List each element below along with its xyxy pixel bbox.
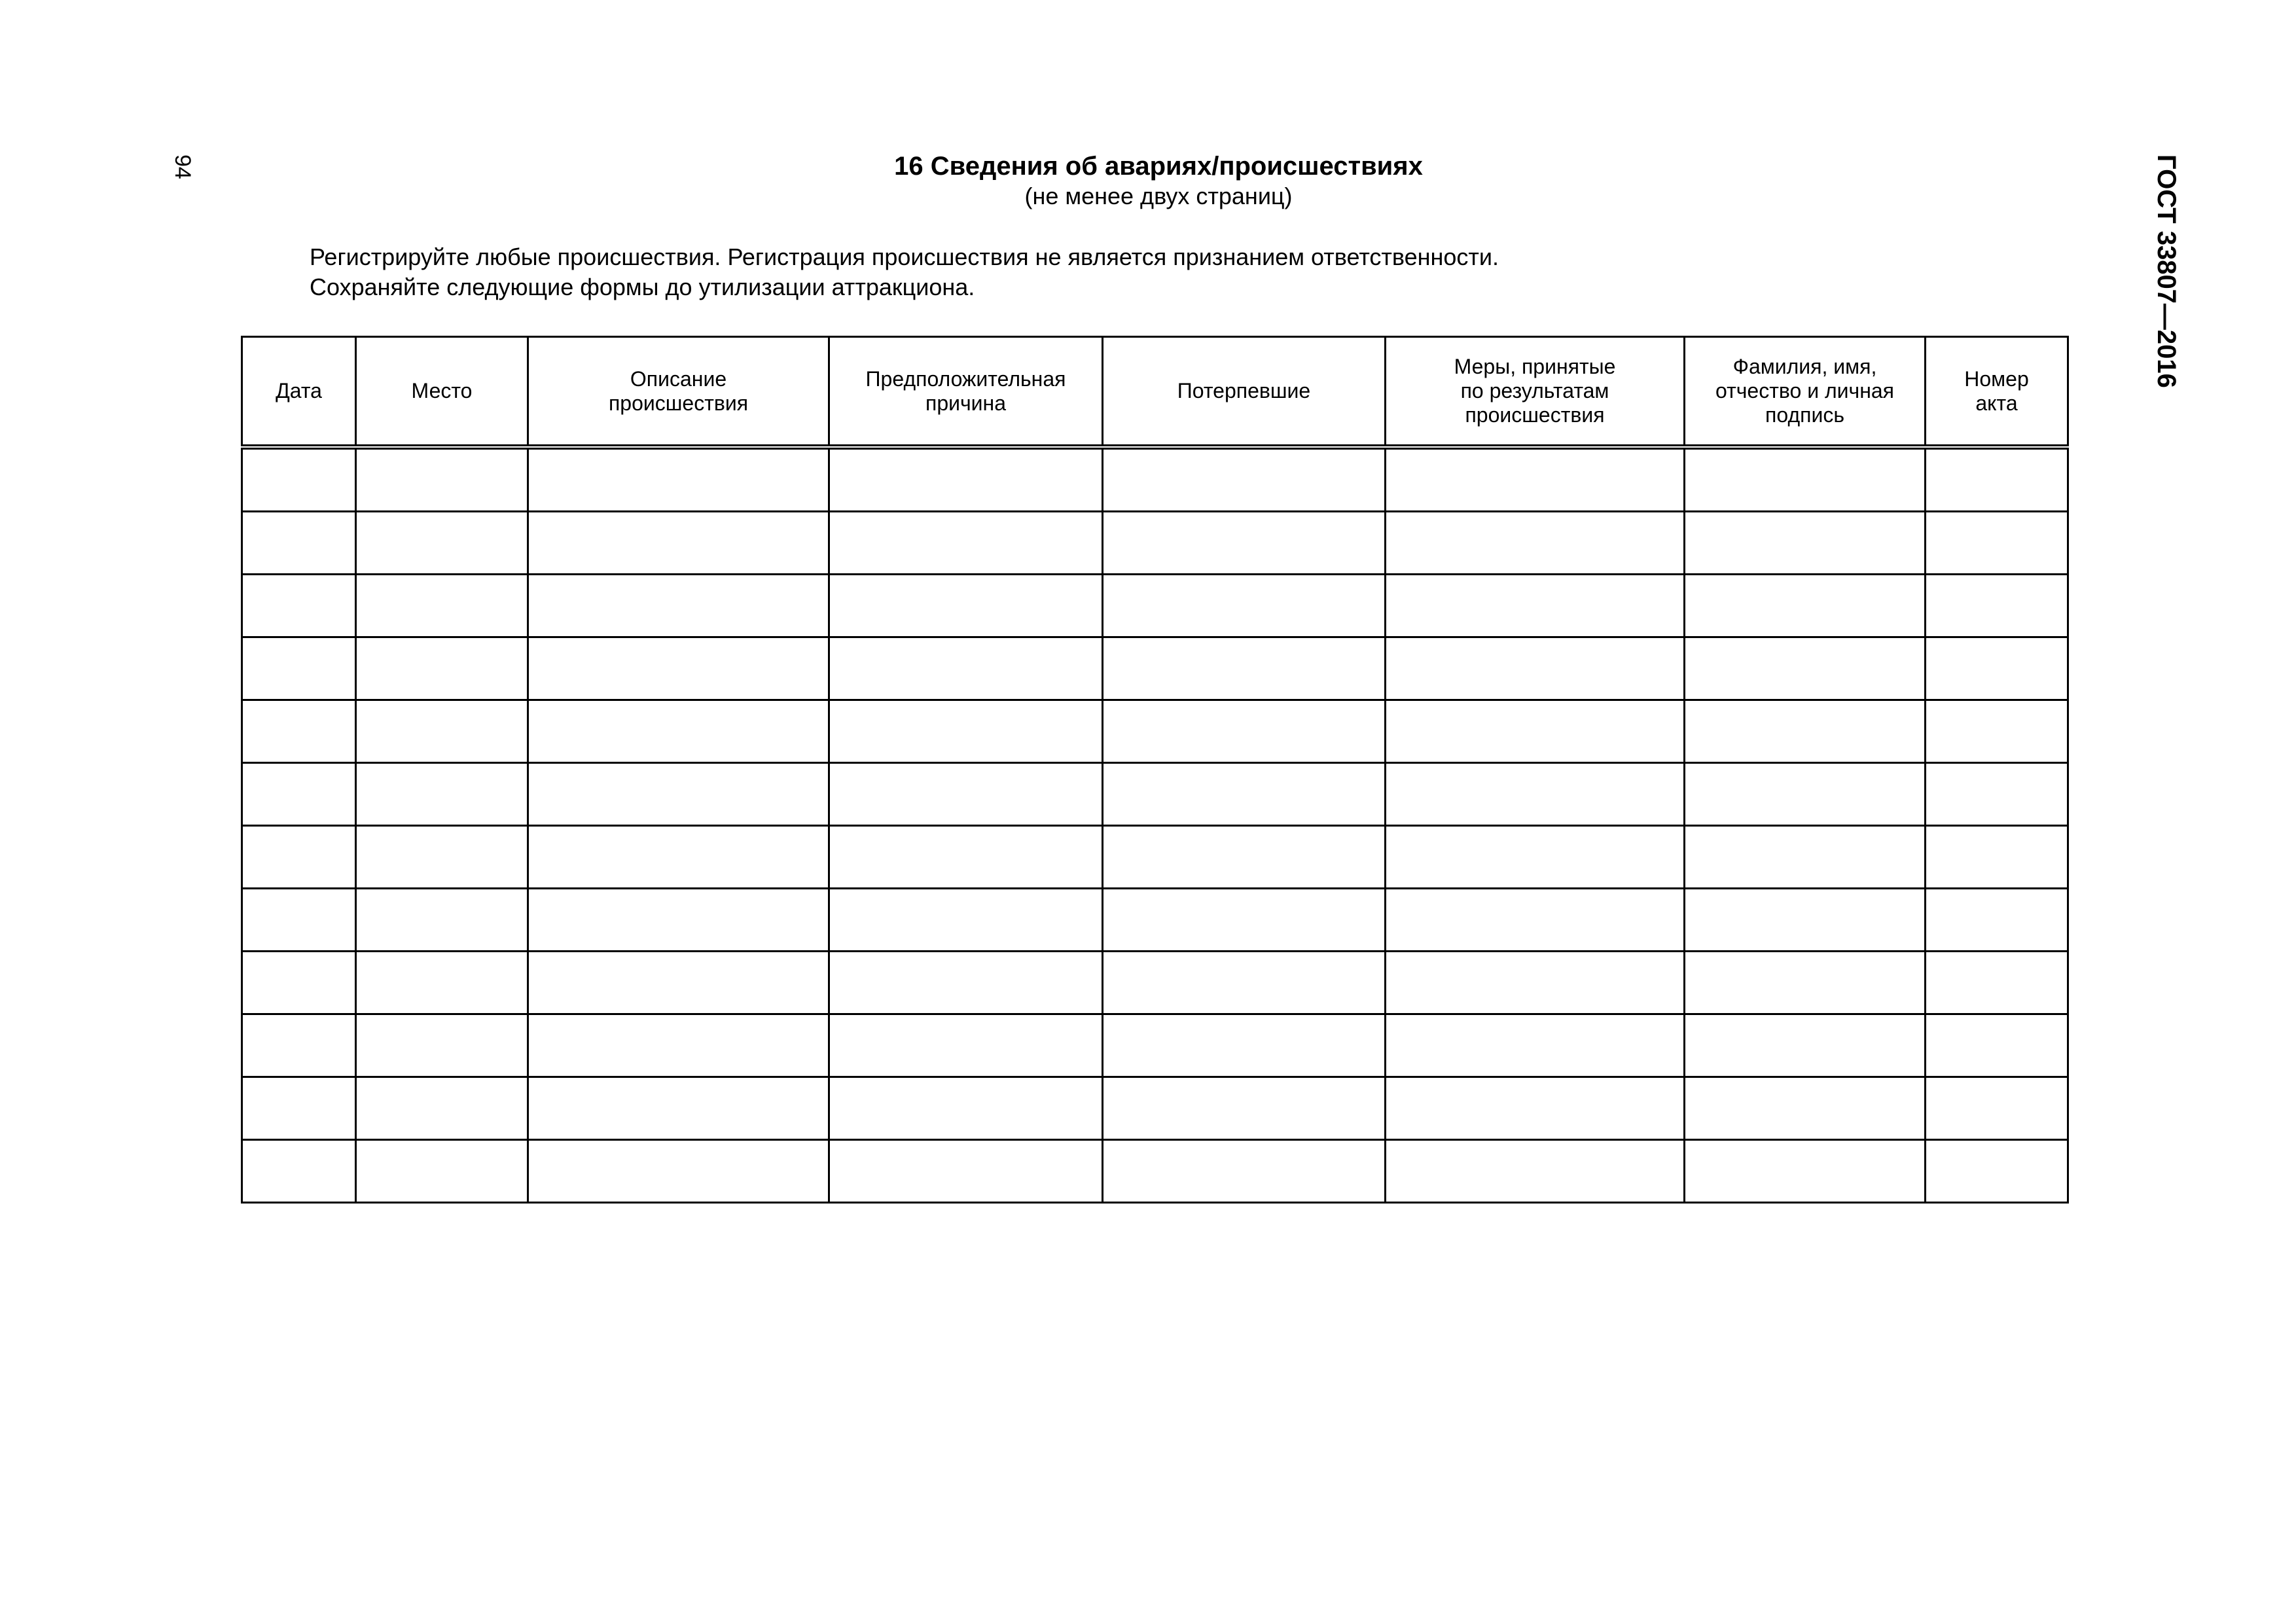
table-cell[interactable] [242, 889, 356, 952]
table-cell[interactable] [528, 637, 829, 700]
table-cell[interactable] [1103, 763, 1386, 826]
table-cell[interactable] [1103, 447, 1386, 512]
table-cell[interactable] [356, 952, 528, 1014]
table-row [242, 700, 2068, 763]
table-cell[interactable] [356, 700, 528, 763]
column-header-signature: Фамилия, имя, отчество и личная подпись [1685, 337, 1926, 448]
table-cell[interactable] [1685, 889, 1926, 952]
table-cell[interactable] [1926, 512, 2068, 575]
page-number: 94 [170, 154, 195, 179]
table-cell[interactable] [829, 763, 1103, 826]
table-cell[interactable] [1103, 1077, 1386, 1140]
table-cell[interactable] [1103, 637, 1386, 700]
table-cell[interactable] [1386, 952, 1685, 1014]
table-cell[interactable] [1103, 952, 1386, 1014]
table-cell[interactable] [356, 1014, 528, 1077]
table-row [242, 952, 2068, 1014]
table-cell[interactable] [1386, 826, 1685, 889]
table-cell[interactable] [528, 575, 829, 637]
table-cell[interactable] [829, 826, 1103, 889]
table-cell[interactable] [829, 637, 1103, 700]
table-row [242, 1014, 2068, 1077]
table-cell[interactable] [356, 763, 528, 826]
table-cell[interactable] [1685, 637, 1926, 700]
table-cell[interactable] [829, 1077, 1103, 1140]
table-cell[interactable] [356, 447, 528, 512]
table-cell[interactable] [1685, 826, 1926, 889]
table-cell[interactable] [1926, 447, 2068, 512]
table-cell[interactable] [242, 952, 356, 1014]
table-cell[interactable] [528, 1014, 829, 1077]
table-cell[interactable] [829, 575, 1103, 637]
table-cell[interactable] [1685, 447, 1926, 512]
table-cell[interactable] [242, 1014, 356, 1077]
table-cell[interactable] [356, 889, 528, 952]
table-row [242, 447, 2068, 512]
table-cell[interactable] [1386, 763, 1685, 826]
table-cell[interactable] [1103, 1014, 1386, 1077]
table-cell[interactable] [242, 447, 356, 512]
table-cell[interactable] [1926, 1014, 2068, 1077]
table-row [242, 1077, 2068, 1140]
table-cell[interactable] [1926, 952, 2068, 1014]
table-cell[interactable] [1386, 1014, 1685, 1077]
notice-line-2: Сохраняйте следующие формы до утилизации аттракциона. [310, 274, 975, 300]
section-subtitle: (не менее двух страниц) [1024, 183, 1293, 209]
table-cell[interactable] [1685, 575, 1926, 637]
table-cell[interactable] [829, 700, 1103, 763]
table-cell[interactable] [1926, 637, 2068, 700]
table-cell[interactable] [528, 1140, 829, 1203]
table-cell[interactable] [242, 1140, 356, 1203]
table-cell[interactable] [528, 700, 829, 763]
table-cell[interactable] [242, 1077, 356, 1140]
table-row [242, 763, 2068, 826]
table-header-row [242, 337, 2068, 448]
table-cell[interactable] [242, 700, 356, 763]
table-cell[interactable] [242, 512, 356, 575]
table-cell[interactable] [356, 512, 528, 575]
table-cell[interactable] [1386, 700, 1685, 763]
table-cell[interactable] [356, 826, 528, 889]
table-cell[interactable] [528, 763, 829, 826]
table-cell[interactable] [356, 637, 528, 700]
table-cell[interactable] [829, 1014, 1103, 1077]
table-cell[interactable] [1103, 889, 1386, 952]
table-cell[interactable] [1926, 700, 2068, 763]
table-cell[interactable] [1386, 1140, 1685, 1203]
column-header-victims: Потерпевшие [1103, 337, 1386, 448]
table-cell[interactable] [1685, 763, 1926, 826]
column-header-act-number: Номер акта [1926, 337, 2068, 448]
table-cell[interactable] [829, 447, 1103, 512]
table-cell[interactable] [1103, 512, 1386, 575]
table-cell[interactable] [1926, 575, 2068, 637]
table-cell[interactable] [829, 512, 1103, 575]
table-cell[interactable] [242, 826, 356, 889]
table-cell[interactable] [1685, 1140, 1926, 1203]
section-title: 16 Сведения об авариях/происшествиях [894, 152, 1423, 181]
table-cell[interactable] [356, 575, 528, 637]
column-header-date: Дата [242, 337, 356, 448]
table-cell[interactable] [1685, 1077, 1926, 1140]
column-header-description: Описание происшествия [528, 337, 829, 448]
table-row [242, 1140, 2068, 1203]
table-cell[interactable] [1685, 1014, 1926, 1077]
column-header-measures: Меры, принятые по результатам происшествия [1386, 337, 1685, 448]
table-row [242, 575, 2068, 637]
table-cell[interactable] [1386, 1077, 1685, 1140]
table-cell[interactable] [242, 575, 356, 637]
table-cell[interactable] [829, 889, 1103, 952]
table-cell[interactable] [1103, 575, 1386, 637]
table-cell[interactable] [356, 1140, 528, 1203]
table-row [242, 512, 2068, 575]
table-cell[interactable] [528, 1077, 829, 1140]
table-row [242, 889, 2068, 952]
table-row [242, 637, 2068, 700]
table-cell[interactable] [242, 637, 356, 700]
table-cell[interactable] [356, 1077, 528, 1140]
incident-table [241, 336, 2069, 1204]
table-cell[interactable] [1685, 952, 1926, 1014]
table-cell[interactable] [1926, 1140, 2068, 1203]
notice-text [310, 242, 1499, 302]
notice-line-1: Регистрируйте любые происшествия. Регистрация происшествия не является признанием ответственности. [310, 243, 1499, 270]
table-cell[interactable] [1685, 700, 1926, 763]
table-cell[interactable] [1103, 826, 1386, 889]
table-cell[interactable] [829, 952, 1103, 1014]
table-cell[interactable] [1926, 1077, 2068, 1140]
table-cell[interactable] [1386, 512, 1685, 575]
table-cell[interactable] [528, 512, 829, 575]
table-cell[interactable] [1926, 826, 2068, 889]
table-body [242, 447, 2068, 1203]
table-row [242, 826, 2068, 889]
standard-designation: ГОСТ 33807—2016 [2152, 154, 2181, 388]
table-cell[interactable] [242, 763, 356, 826]
table-cell[interactable] [1926, 763, 2068, 826]
table-cell[interactable] [1926, 889, 2068, 952]
table-cell[interactable] [1386, 637, 1685, 700]
table-cell[interactable] [528, 447, 829, 512]
table-cell[interactable] [1103, 1140, 1386, 1203]
column-header-place: Место [356, 337, 528, 448]
table-cell[interactable] [528, 952, 829, 1014]
table-cell[interactable] [1685, 512, 1926, 575]
table-cell[interactable] [1386, 447, 1685, 512]
table-cell[interactable] [1103, 700, 1386, 763]
table-cell[interactable] [528, 826, 829, 889]
table-cell[interactable] [528, 889, 829, 952]
table-cell[interactable] [1386, 889, 1685, 952]
table-cell[interactable] [1386, 575, 1685, 637]
table-cell[interactable] [829, 1140, 1103, 1203]
column-header-cause: Предположительная причина [829, 337, 1103, 448]
